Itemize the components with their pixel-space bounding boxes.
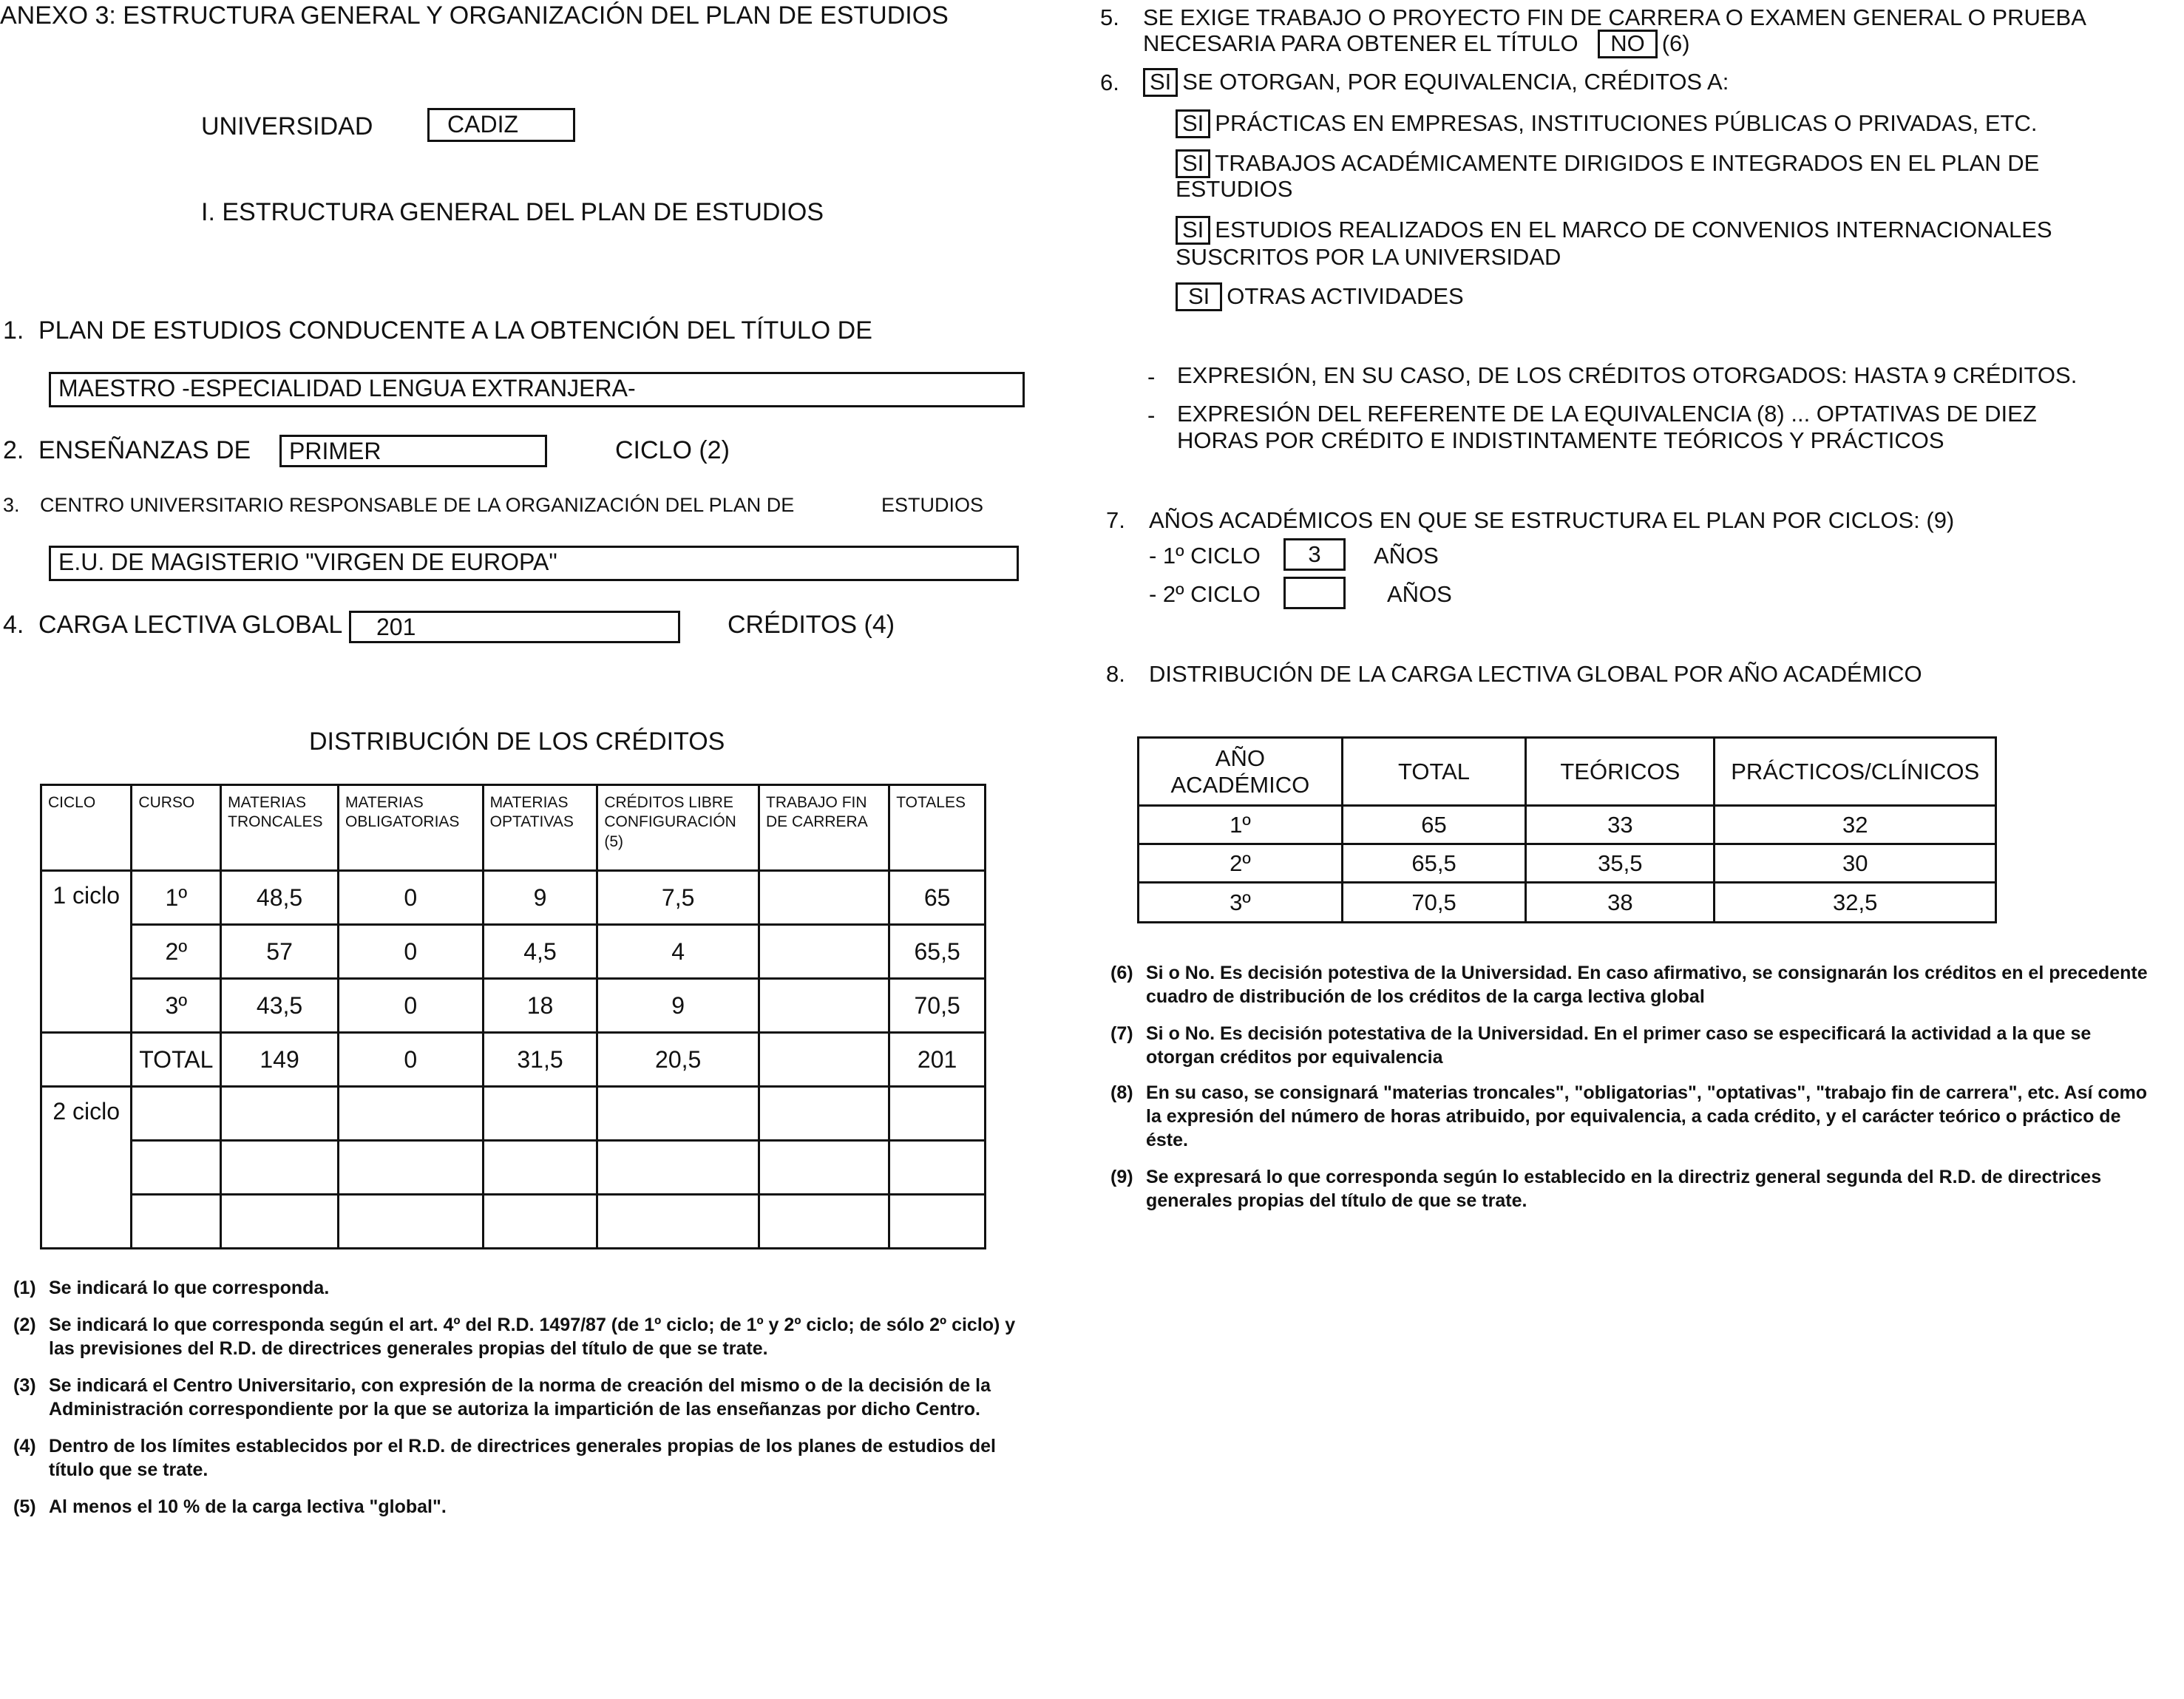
- cell-troncales: 57: [221, 925, 339, 979]
- cell-ciclo: 1 ciclo: [41, 871, 132, 1033]
- option-value: SI: [1176, 216, 1210, 245]
- second-cycle-label: - 2º CICLO: [1149, 581, 1261, 607]
- cell-year: 2º: [1139, 844, 1343, 883]
- footnote-number: (2): [13, 1315, 36, 1335]
- item-3-text: CENTRO UNIVERSITARIO RESPONSABLE DE LA ORGANIZACIÓN DEL PLAN DE: [40, 494, 795, 516]
- footnote-number: (9): [1110, 1167, 1133, 1187]
- item-2-label: ENSEÑANZAS DE: [38, 436, 251, 464]
- cell-trabajo-fin: [759, 1087, 889, 1141]
- cell-optativas: [483, 1087, 597, 1141]
- cell-libre-configuracion: [597, 1141, 759, 1195]
- section-title: I. ESTRUCTURA GENERAL DEL PLAN DE ESTUDIOS: [201, 198, 824, 226]
- cell-year: 1º: [1139, 806, 1343, 844]
- cell-obligatorias: [338, 1141, 483, 1195]
- cell-trabajo-fin: [759, 925, 889, 979]
- footnote-number: (4): [13, 1436, 36, 1456]
- item-5-line2: [1143, 30, 1690, 58]
- cell-trabajo-fin: [759, 979, 889, 1033]
- header-trabajo-fin: TRABAJO FIN DE CARRERA: [759, 785, 889, 871]
- footnote-number: (5): [13, 1496, 36, 1517]
- item-5-ref: (6): [1661, 30, 1690, 56]
- university-value: CADIZ: [427, 108, 575, 142]
- item-4-number: 4.: [3, 611, 24, 639]
- cell-curso: [132, 1141, 221, 1195]
- cell-obligatorias: 0: [338, 979, 483, 1033]
- university-label: UNIVERSIDAD: [201, 112, 373, 140]
- header-teoricos: TEÓRICOS: [1526, 738, 1715, 806]
- cell-curso: [132, 1195, 221, 1249]
- footnote-5: [13, 1495, 1034, 1519]
- footnote-text: Al menos el 10 % de la carga lectiva "global".: [49, 1496, 447, 1517]
- cell-totales: 70,5: [889, 979, 986, 1033]
- cell-totales: 65,5: [889, 925, 986, 979]
- cell-totales: 65: [889, 871, 986, 925]
- cell-optativas: 18: [483, 979, 597, 1033]
- cell-trabajo-fin: [759, 871, 889, 925]
- cell-totales: [889, 1087, 986, 1141]
- header-materias-obligatorias: MATERIAS OBLIGATORIAS: [338, 785, 483, 871]
- footnote-4: [13, 1434, 1034, 1482]
- option-value: SI: [1176, 282, 1222, 311]
- cell-curso: [132, 1087, 221, 1141]
- table-row: [41, 871, 986, 925]
- item-7-text: AÑOS ACADÉMICOS EN QUE SE ESTRUCTURA EL PLAN POR CICLOS: (9): [1149, 507, 1955, 533]
- footnote-text: Dentro de los límites establecidos por el R.D. de directrices generales propias de los planes de estudios del título que se trate.: [49, 1436, 996, 1480]
- cell-optativas: [483, 1195, 597, 1249]
- header-ano-academico: AÑO ACADÉMICO: [1139, 738, 1343, 806]
- option-value: SI: [1176, 109, 1210, 138]
- teaching-cycle-field: PRIMER: [279, 435, 547, 467]
- cell-troncales: [221, 1087, 339, 1141]
- cell-curso: 3º: [132, 979, 221, 1033]
- footnote-text: En su caso, se consignará "materias troncales", "obligatorias", "optativas", "trabajo fin de carrera", etc. Así como la expresión del número de horas atribuido, por equivalencia, a cada crédito, y el carácter teórico o práctico de éste.: [1146, 1082, 2148, 1150]
- footnote-text: Si o No. Es decisión potestiva de la Universidad. En caso afirmativo, se consignarán los créditos en el precedente cuadro de distribución de los créditos de la carga lectiva global: [1146, 963, 2148, 1007]
- cell-libre-configuracion: 9: [597, 979, 759, 1033]
- footnote-text: Se expresará lo que corresponda según lo establecido en la directriz general segunda del R.D. de directrices generales propias del título de que se trate.: [1146, 1167, 2102, 1211]
- second-cycle-unit: AÑOS: [1387, 581, 1452, 607]
- table-row: [1139, 883, 1996, 923]
- footnote-text: Se indicará el Centro Universitario, con expresión de la norma de creación del mismo o de la decisión de la Administración correspondiente por la que se autoriza la impartición de las enseñanzas por dicho Centro.: [49, 1375, 991, 1420]
- item-1-text: PLAN DE ESTUDIOS CONDUCENTE A LA OBTENCIÓN DEL TÍTULO DE: [38, 316, 872, 345]
- equivalence-option-trabajos: [1176, 149, 2039, 178]
- cell-obligatorias: 0: [338, 871, 483, 925]
- credits-distribution-table: [40, 784, 986, 1249]
- cell-libre-configuracion: [597, 1195, 759, 1249]
- cell-total: 70,5: [1342, 883, 1526, 923]
- header-curso: CURSO: [132, 785, 221, 871]
- footnote-1: [13, 1276, 1034, 1300]
- table-row: [41, 1141, 986, 1195]
- footnote-3: [13, 1374, 1034, 1421]
- bullet-equivalence-reference-continued: HORAS POR CRÉDITO E INDISTINTAMENTE TEÓRICOS Y PRÁCTICOS: [1177, 427, 1944, 453]
- option-text-continued: ESTUDIOS: [1176, 176, 1293, 202]
- item-6-number: 6.: [1100, 69, 1119, 95]
- bullet-dash: -: [1147, 402, 1156, 428]
- cell-totales: [889, 1141, 986, 1195]
- bullet-dash: -: [1147, 364, 1156, 390]
- cell-curso: TOTAL: [132, 1033, 221, 1087]
- footnote-number: (3): [13, 1375, 36, 1396]
- item-3-number: 3.: [3, 494, 20, 516]
- final-project-value: NO: [1598, 30, 1658, 58]
- item-7-number: 7.: [1106, 507, 1125, 533]
- cell-total: 65,5: [1342, 844, 1526, 883]
- cell-totales: [889, 1195, 986, 1249]
- header-total: TOTAL: [1342, 738, 1526, 806]
- equivalence-option-practicas: [1176, 109, 2038, 138]
- cell-optativas: 31,5: [483, 1033, 597, 1087]
- footnote-2: [13, 1313, 1034, 1360]
- cell-optativas: 9: [483, 871, 597, 925]
- header-materias-optativas: MATERIAS OPTATIVAS: [483, 785, 597, 871]
- center-field: E.U. DE MAGISTERIO "VIRGEN DE EUROPA": [49, 546, 1019, 581]
- item-2-number: 2.: [3, 436, 24, 464]
- item-5-line1: SE EXIGE TRABAJO O PROYECTO FIN DE CARRERA O EXAMEN GENERAL O PRUEBA: [1143, 4, 2086, 30]
- cell-libre-configuracion: 20,5: [597, 1033, 759, 1087]
- cell-libre-configuracion: 4: [597, 925, 759, 979]
- header-practicos-clinicos: PRÁCTICOS/CLÍNICOS: [1715, 738, 1996, 806]
- equivalence-option-convenios: [1176, 216, 2052, 245]
- equivalence-option-otras: [1176, 282, 1464, 311]
- table-row: [41, 979, 986, 1033]
- cell-optativas: 4,5: [483, 925, 597, 979]
- cell-libre-configuracion: 7,5: [597, 871, 759, 925]
- cell-ciclo: [41, 1033, 132, 1087]
- cell-obligatorias: [338, 1195, 483, 1249]
- item-6-line: [1143, 68, 1729, 97]
- credits-table-title: DISTRIBUCIÓN DE LOS CRÉDITOS: [309, 728, 725, 756]
- cell-practicos: 30: [1715, 844, 1996, 883]
- document-title: ANEXO 3: ESTRUCTURA GENERAL Y ORGANIZACIÓN DEL PLAN DE ESTUDIOS: [0, 1, 949, 30]
- cell-totales: 201: [889, 1033, 986, 1087]
- item-3-text-end: ESTUDIOS: [881, 494, 984, 516]
- cell-trabajo-fin: [759, 1033, 889, 1087]
- cell-teoricos: 35,5: [1526, 844, 1715, 883]
- cell-obligatorias: [338, 1087, 483, 1141]
- cell-troncales: [221, 1195, 339, 1249]
- year-distribution-table: [1137, 736, 1997, 923]
- cell-total: 65: [1342, 806, 1526, 844]
- footnote-number: (1): [13, 1278, 36, 1298]
- cell-year: 3º: [1139, 883, 1343, 923]
- table-row: [1139, 806, 1996, 844]
- header-materias-troncales: MATERIAS TRONCALES: [221, 785, 339, 871]
- option-text-continued: SUSCRITOS POR LA UNIVERSIDAD: [1176, 244, 1561, 270]
- cell-practicos: 32: [1715, 806, 1996, 844]
- cell-optativas: [483, 1141, 597, 1195]
- footnote-7: [1110, 1022, 2153, 1069]
- item-5-line2-text: NECESARIA PARA OBTENER EL TÍTULO: [1143, 30, 1578, 56]
- item-5-number: 5.: [1100, 4, 1119, 30]
- second-cycle-years: [1283, 577, 1346, 609]
- table-row: [41, 1087, 986, 1141]
- footnote-text: Se indicará lo que corresponda según el art. 4º del R.D. 1497/87 (de 1º ciclo; de 1º y 2º ciclo; de sólo 2º ciclo) y las previsiones del R.D. de directrices generales propias del título de que se trate.: [49, 1315, 1016, 1359]
- header-creditos-libre: CRÉDITOS LIBRE CONFIGURACIÓN (5): [597, 785, 759, 871]
- cell-curso: 2º: [132, 925, 221, 979]
- footnote-text: Se indicará lo que corresponda.: [49, 1278, 330, 1298]
- option-text: TRABAJOS ACADÉMICAMENTE DIRIGIDOS E INTEGRADOS EN EL PLAN DE: [1215, 150, 2040, 176]
- option-text: ESTUDIOS REALIZADOS EN EL MARCO DE CONVENIOS INTERNACIONALES: [1215, 217, 2052, 243]
- cell-ciclo: 2 ciclo: [41, 1087, 132, 1249]
- footnote-number: (7): [1110, 1023, 1133, 1044]
- item-1-number: 1.: [3, 316, 24, 345]
- cell-practicos: 32,5: [1715, 883, 1996, 923]
- first-cycle-years: 3: [1283, 538, 1346, 571]
- footnote-8: [1110, 1081, 2153, 1152]
- option-text: PRÁCTICAS EN EMPRESAS, INSTITUCIONES PÚBLICAS O PRIVADAS, ETC.: [1215, 110, 2038, 136]
- option-text: OTRAS ACTIVIDADES: [1227, 283, 1464, 309]
- footnote-number: (6): [1110, 963, 1133, 983]
- first-cycle-unit: AÑOS: [1374, 543, 1439, 569]
- footnote-9: [1110, 1165, 2153, 1213]
- cell-trabajo-fin: [759, 1141, 889, 1195]
- item-2-suffix: CICLO (2): [615, 436, 730, 464]
- cell-teoricos: 33: [1526, 806, 1715, 844]
- header-totales: TOTALES: [889, 785, 986, 871]
- header-ciclo: CICLO: [41, 785, 132, 871]
- bullet-credits-granted: EXPRESIÓN, EN SU CASO, DE LOS CRÉDITOS OTORGADOS: HASTA 9 CRÉDITOS.: [1177, 362, 2078, 388]
- table-row-total: [41, 1033, 986, 1087]
- cell-teoricos: 38: [1526, 883, 1715, 923]
- footnote-6: [1110, 961, 2153, 1008]
- item-4-suffix: CRÉDITOS (4): [728, 611, 895, 639]
- cell-troncales: [221, 1141, 339, 1195]
- cell-obligatorias: 0: [338, 1033, 483, 1087]
- table-row: [41, 925, 986, 979]
- item-4-label: CARGA LECTIVA GLOBAL: [38, 611, 343, 639]
- cell-obligatorias: 0: [338, 925, 483, 979]
- total-credits-field: 201: [349, 611, 680, 643]
- table-row: [41, 1195, 986, 1249]
- cell-curso: 1º: [132, 871, 221, 925]
- option-value: SI: [1176, 149, 1210, 178]
- table-row: [1139, 844, 1996, 883]
- cell-troncales: 149: [221, 1033, 339, 1087]
- cell-troncales: 48,5: [221, 871, 339, 925]
- first-cycle-label: - 1º CICLO: [1149, 543, 1261, 569]
- item-8-text: DISTRIBUCIÓN DE LA CARGA LECTIVA GLOBAL POR AÑO ACADÉMICO: [1149, 661, 1922, 687]
- item-6-text: SE OTORGAN, POR EQUIVALENCIA, CRÉDITOS A:: [1182, 69, 1729, 95]
- footnote-text: Si o No. Es decisión potestativa de la Universidad. En el primer caso se especificará la actividad a la que se otorgan créditos por equivalencia: [1146, 1023, 2092, 1068]
- bullet-equivalence-reference: EXPRESIÓN DEL REFERENTE DE LA EQUIVALENCIA (8) ... OPTATIVAS DE DIEZ: [1177, 401, 2037, 427]
- equivalence-value: SI: [1143, 68, 1178, 97]
- cell-trabajo-fin: [759, 1195, 889, 1249]
- cell-troncales: 43,5: [221, 979, 339, 1033]
- footnote-number: (8): [1110, 1082, 1133, 1103]
- cell-libre-configuracion: [597, 1087, 759, 1141]
- degree-title-field: MAESTRO -ESPECIALIDAD LENGUA EXTRANJERA-: [49, 372, 1025, 407]
- item-8-number: 8.: [1106, 661, 1125, 687]
